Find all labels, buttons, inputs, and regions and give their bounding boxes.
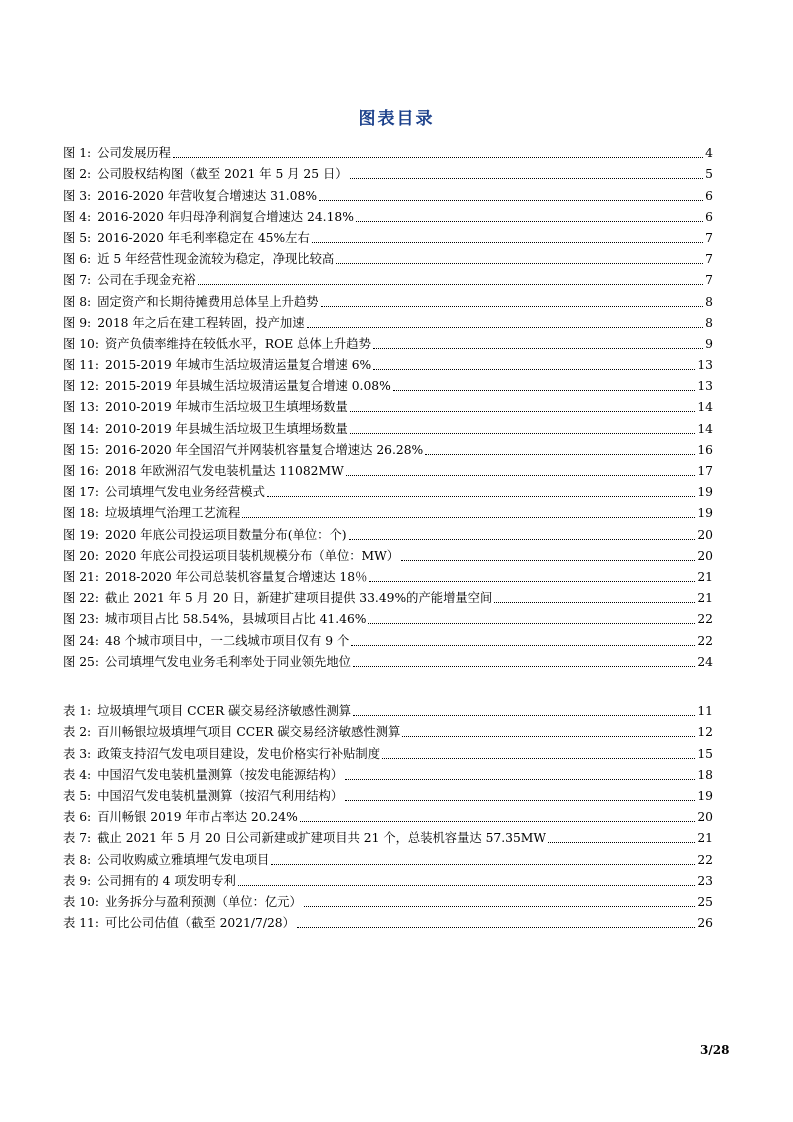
table-title: 业务拆分与盈利预测（单位：亿元） <box>105 894 302 909</box>
figure-page: 20 <box>697 548 713 563</box>
figure-entry[interactable] <box>63 394 713 415</box>
figure-entry[interactable] <box>63 458 713 479</box>
dot-leader <box>267 496 695 497</box>
figure-title: 公司股权结构图（截至 2021 年 5 月 25 日） <box>97 167 348 182</box>
dot-leader <box>353 715 695 716</box>
figure-entry[interactable] <box>63 606 713 627</box>
figure-entry[interactable] <box>63 627 713 648</box>
figure-label: 图 20: <box>63 548 99 563</box>
figure-page: 7 <box>705 273 713 288</box>
table-label: 表 7: <box>63 831 92 846</box>
figure-page: 21 <box>697 569 713 584</box>
figure-title: 2010-2019 年城市生活垃圾卫生填埋场数量 <box>105 400 348 415</box>
table-page: 19 <box>697 788 713 803</box>
table-label: 表 3: <box>63 746 92 761</box>
table-title: 中国沼气发电装机量测算（按沼气利用结构） <box>97 788 344 803</box>
figure-entry[interactable] <box>63 352 713 373</box>
table-title: 公司收购威立雅填埋气发电项目 <box>97 852 270 867</box>
dot-leader <box>238 885 696 886</box>
figure-label: 图 3: <box>63 188 92 203</box>
table-label: 表 4: <box>63 767 92 782</box>
figure-title: 2018-2020 年公司总装机容量复合增速达 18％ <box>105 569 368 584</box>
table-title: 可比公司估值（截至 2021/7/28） <box>105 916 295 931</box>
table-page: 15 <box>697 746 713 761</box>
figure-label: 图 9: <box>63 315 92 330</box>
figure-entry[interactable] <box>63 204 713 225</box>
figure-title: 2018 年之后在建工程转固，投产加速 <box>97 315 305 330</box>
dot-leader <box>350 433 696 434</box>
figure-page: 9 <box>705 336 713 351</box>
figure-entry[interactable] <box>63 161 713 182</box>
figure-title: 2016-2020 年归母净利润复合增速达 24.18% <box>97 209 354 224</box>
figure-label: 图 19: <box>63 527 99 542</box>
figure-label: 图 1: <box>63 146 92 161</box>
table-entry[interactable] <box>63 889 713 910</box>
table-title: 截止 2021 年 5 月 20 日公司新建或扩建项目共 21 个，总装机容量达 57.35MW <box>97 831 547 846</box>
figure-label: 图 10: <box>63 336 99 351</box>
figure-entry[interactable] <box>63 225 713 246</box>
figure-entry[interactable] <box>63 437 713 458</box>
table-page: 20 <box>697 810 713 825</box>
dot-leader <box>353 666 695 667</box>
figure-title: 近 5 年经营性现金流较为稳定，净现比较高 <box>97 252 335 267</box>
table-list <box>63 698 713 931</box>
figure-entry[interactable] <box>63 649 713 670</box>
table-label: 表 9: <box>63 873 92 888</box>
dot-leader <box>373 348 703 349</box>
figure-title: 2015-2019 年城市生活垃圾清运量复合增速 6% <box>105 358 372 373</box>
figure-page: 6 <box>705 209 713 224</box>
figure-entry[interactable] <box>63 585 713 606</box>
figure-page: 17 <box>697 464 713 478</box>
dot-leader <box>345 800 695 801</box>
figure-label: 图 15: <box>63 442 99 457</box>
dot-leader <box>307 327 704 328</box>
dot-leader <box>548 842 695 843</box>
figure-title: 固定资产和长期待摊费用总体呈上升趋势 <box>97 294 319 309</box>
figure-page: 14 <box>697 421 713 436</box>
dot-leader <box>350 178 704 179</box>
table-label: 表 2: <box>63 725 92 740</box>
figure-label: 图 21: <box>63 569 99 584</box>
figure-title: 截止 2021 年 5 月 20 日，新建扩建项目提供 33.49%的产能增量空间 <box>105 591 493 606</box>
table-entry[interactable] <box>63 783 713 804</box>
figure-entry[interactable] <box>63 564 713 585</box>
figure-label: 图 16: <box>63 464 99 478</box>
figure-page: 19 <box>697 485 713 500</box>
figure-entry[interactable] <box>63 373 713 394</box>
figure-label: 图 18: <box>63 506 99 521</box>
figure-entry[interactable] <box>63 543 713 564</box>
table-label: 表 11: <box>63 916 99 931</box>
figure-page: 14 <box>697 400 713 415</box>
table-entry[interactable] <box>63 698 713 719</box>
figure-title: 垃圾填埋气治理工艺流程 <box>105 506 241 521</box>
figure-title: 2018 年欧洲沼气发电装机量达 11082MW <box>105 464 344 478</box>
figure-entry[interactable] <box>63 500 713 521</box>
table-page: 22 <box>697 852 713 867</box>
figure-label: 图 22: <box>63 591 99 606</box>
page-number: 3/28 <box>700 1043 730 1057</box>
dot-leader <box>373 369 695 370</box>
figure-label: 图 4: <box>63 209 92 224</box>
figure-title: 2016-2020 年营收复合增速达 31.08% <box>97 188 318 203</box>
table-title: 百川畅银垃圾填埋气项目 CCER 碳交易经济敏感性测算 <box>97 725 401 740</box>
table-entry[interactable] <box>63 762 713 783</box>
table-title: 公司拥有的 4 项发明专利 <box>97 873 236 888</box>
table-page: 11 <box>697 704 713 719</box>
figure-page: 22 <box>697 633 713 648</box>
figure-title: 2010-2019 年县城生活垃圾卫生填埋场数量 <box>105 421 348 436</box>
table-entry[interactable] <box>63 868 713 889</box>
figure-title: 资产负债率维持在较低水平，ROE 总体上升趋势 <box>105 336 371 351</box>
figure-label: 图 25: <box>63 654 99 669</box>
dot-leader <box>271 864 695 865</box>
table-title: 政策支持沼气发电项目建设，发电价格实行补贴制度 <box>97 746 381 761</box>
table-title: 百川畅银 2019 年市占率达 20.24% <box>97 810 298 825</box>
dot-leader <box>304 906 696 907</box>
figure-page: 24 <box>697 654 713 669</box>
dot-leader <box>401 560 695 561</box>
figure-page: 7 <box>705 230 713 245</box>
dot-leader <box>321 306 704 307</box>
figure-page: 8 <box>705 294 713 309</box>
figure-title: 公司填埋气发电业务经营模式 <box>105 485 265 500</box>
dot-leader <box>242 517 695 518</box>
dot-leader <box>297 927 695 928</box>
figure-title: 2016-2020 年毛利率稳定在 45%左右 <box>97 230 310 245</box>
figure-page: 4 <box>705 146 713 161</box>
table-page: 23 <box>697 873 713 888</box>
table-entry[interactable] <box>63 804 713 825</box>
figure-label: 图 11: <box>63 358 99 373</box>
table-page: 26 <box>697 916 713 931</box>
figure-title: 2015-2019 年县城生活垃圾清运量复合增速 0.08% <box>105 379 391 394</box>
figure-entry[interactable] <box>63 140 713 161</box>
figure-page: 20 <box>697 527 713 542</box>
figure-label: 图 5: <box>63 230 92 245</box>
figure-page: 13 <box>697 358 713 373</box>
figure-title: 公司发展历程 <box>97 146 171 161</box>
figure-list <box>63 140 713 670</box>
table-title: 垃圾填埋气项目 CCER 碳交易经济敏感性测算 <box>97 704 352 719</box>
figure-label: 图 6: <box>63 252 92 267</box>
figure-title: 48 个城市项目中，一二线城市项目仅有 9 个 <box>105 633 350 648</box>
figure-title: 2016-2020 年全国沼气并网装机容量复合增速达 26.28% <box>105 442 424 457</box>
figure-entry[interactable] <box>63 415 713 436</box>
dot-leader <box>351 645 695 646</box>
table-page: 12 <box>697 725 713 740</box>
dot-leader <box>393 390 696 391</box>
figure-page: 19 <box>697 506 713 521</box>
dot-leader <box>350 411 696 412</box>
figure-label: 图 24: <box>63 633 99 648</box>
table-entry[interactable] <box>63 846 713 867</box>
dot-leader <box>346 475 696 476</box>
dot-leader <box>345 779 695 780</box>
figure-title: 公司在手现金充裕 <box>97 273 196 288</box>
figure-title: 2020 年底公司投运项目装机规模分布（单位：MW） <box>105 548 400 563</box>
figure-title: 2020 年底公司投运项目数量分布(单位：个) <box>105 527 347 542</box>
figure-entry[interactable] <box>63 288 713 309</box>
figure-title: 城市项目占比 58.54%，县城项目占比 41.46% <box>105 612 367 627</box>
table-page: 25 <box>697 894 713 909</box>
dot-leader <box>356 221 703 222</box>
table-entry[interactable] <box>63 910 713 931</box>
figure-page: 6 <box>705 188 713 203</box>
figure-page: 7 <box>705 252 713 267</box>
dot-leader <box>336 263 703 264</box>
figure-page: 16 <box>697 442 713 457</box>
figure-page: 13 <box>697 379 713 394</box>
table-label: 表 10: <box>63 894 99 909</box>
figure-label: 图 12: <box>63 379 99 394</box>
table-label: 表 1: <box>63 704 92 719</box>
table-label: 表 8: <box>63 852 92 867</box>
figure-label: 图 23: <box>63 612 99 627</box>
figure-page: 5 <box>705 167 713 182</box>
figure-page: 8 <box>705 315 713 330</box>
dot-leader <box>198 284 704 285</box>
figure-page: 22 <box>697 612 713 627</box>
figure-label: 图 13: <box>63 400 99 415</box>
table-entry[interactable] <box>63 719 713 740</box>
dot-leader <box>173 157 703 158</box>
figure-label: 图 8: <box>63 294 92 309</box>
table-title: 中国沼气发电装机量测算（按发电能源结构） <box>97 767 344 782</box>
figure-entry[interactable] <box>63 310 713 331</box>
figure-title: 公司填埋气发电业务毛利率处于同业领先地位 <box>105 654 351 669</box>
figure-entry[interactable] <box>63 267 713 288</box>
figure-page: 21 <box>697 591 713 606</box>
dot-leader <box>300 821 696 822</box>
dot-leader <box>402 736 695 737</box>
dot-leader <box>425 454 695 455</box>
dot-leader <box>382 758 695 759</box>
figure-entry[interactable] <box>63 246 713 267</box>
figure-entry[interactable] <box>63 521 713 542</box>
figure-entry[interactable] <box>63 182 713 203</box>
dot-leader <box>368 623 695 624</box>
table-page: 18 <box>697 767 713 782</box>
figure-label: 图 14: <box>63 421 99 436</box>
figure-entry[interactable] <box>63 479 713 500</box>
figure-label: 图 7: <box>63 273 92 288</box>
dot-leader <box>349 539 696 540</box>
dot-leader <box>319 200 703 201</box>
figure-label: 图 17: <box>63 485 99 500</box>
table-entry[interactable] <box>63 825 713 846</box>
page-title: 图表目录 <box>358 109 435 129</box>
figure-entry[interactable] <box>63 331 713 352</box>
dot-leader <box>369 581 695 582</box>
table-label: 表 6: <box>63 810 92 825</box>
figure-label: 图 2: <box>63 167 92 182</box>
table-label: 表 5: <box>63 788 92 803</box>
table-entry[interactable] <box>63 740 713 761</box>
table-page: 21 <box>697 831 713 846</box>
dot-leader <box>494 602 695 603</box>
dot-leader <box>312 242 703 243</box>
